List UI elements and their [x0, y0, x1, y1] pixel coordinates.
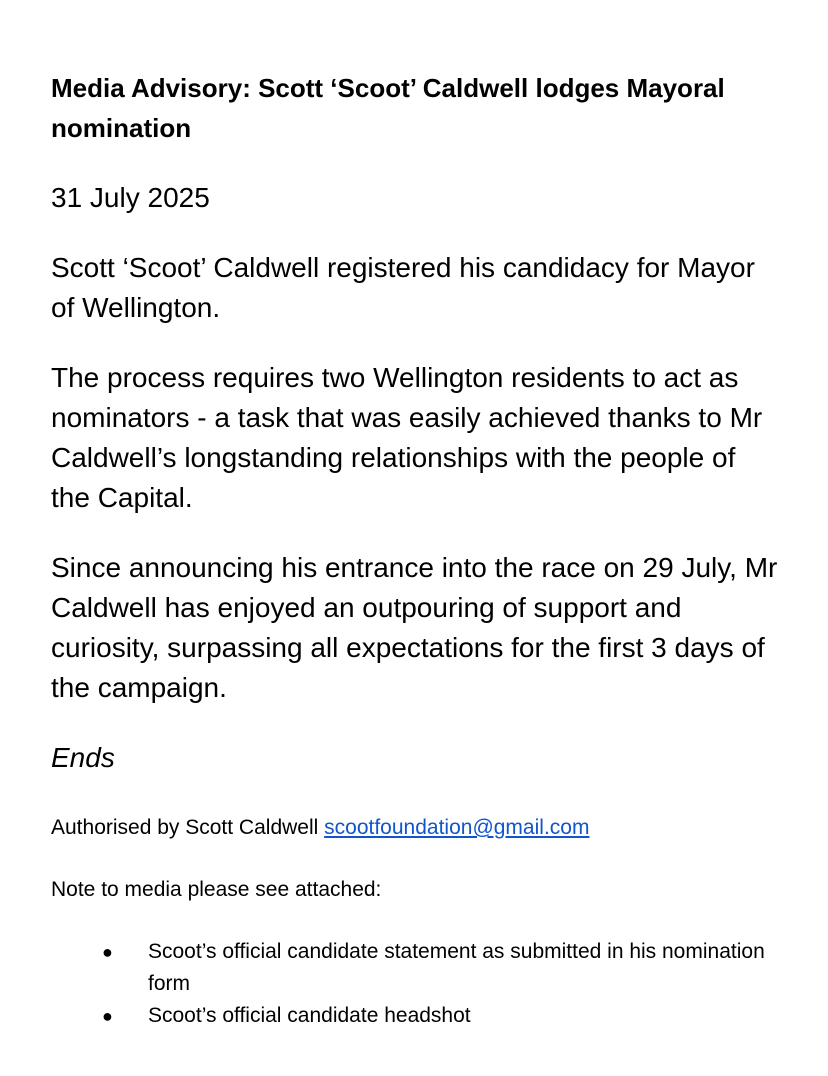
- paragraph-candidacy: Scott ‘Scoot’ Caldwell registered his candidacy for Mayor of Wellington.: [51, 252, 755, 323]
- advisory-date: 31 July 2025: [51, 182, 210, 213]
- media-note: Note to media please see attached:: [51, 878, 382, 901]
- attachment-headshot: Scoot’s official candidate headshot: [148, 1004, 471, 1027]
- list-item: [51, 936, 781, 1000]
- attachment-statement: Scoot’s official candidate statement as submitted in his nomination form: [148, 940, 765, 995]
- authorised-by-text: Authorised by Scott Caldwell: [51, 816, 319, 839]
- attachments-list: [51, 936, 781, 1032]
- list-item: [51, 1000, 781, 1032]
- authorisation-line: [51, 812, 781, 844]
- bullet-icon: ●: [102, 942, 113, 962]
- ends-marker: Ends: [51, 742, 115, 773]
- bullet-icon: ●: [102, 1006, 113, 1026]
- advisory-title: Media Advisory: Scott ‘Scoot’ Caldwell lodges Mayoral nomination: [51, 73, 725, 143]
- paragraph-nominators: The process requires two Wellington residents to act as nominators - a task that was easily achieved thanks to Mr Caldwell’s longstanding relationships with the people of the Capital.: [51, 362, 763, 513]
- document-page: [51, 68, 781, 1032]
- email-link[interactable]: scootfoundation@gmail.com: [324, 816, 590, 839]
- paragraph-support: Since announcing his entrance into the race on 29 July, Mr Caldwell has enjoyed an outpouring of support and curiosity, surpassing all expectations for the first 3 days of the campaign.: [51, 552, 778, 703]
